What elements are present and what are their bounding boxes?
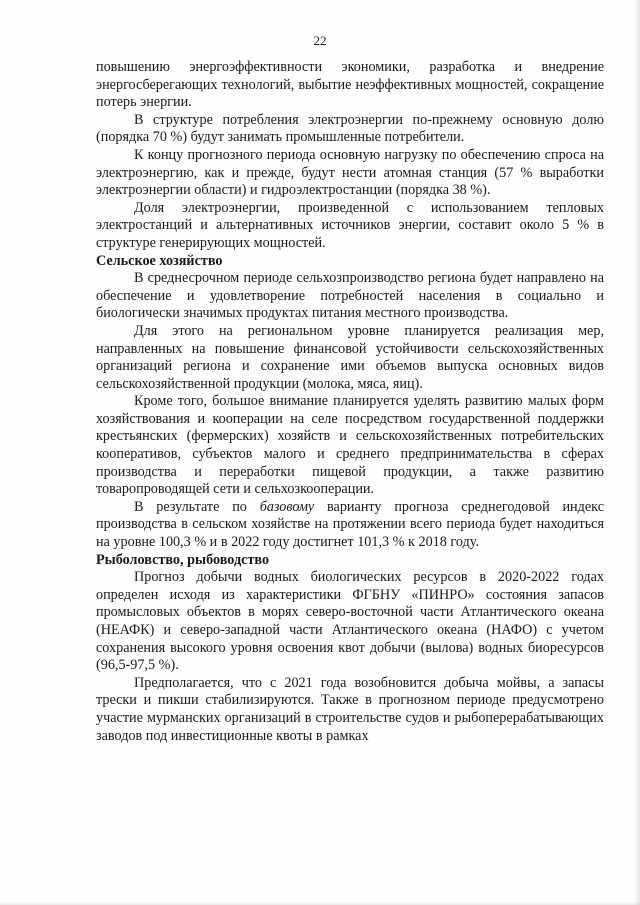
paragraph-catch-forecast: Прогноз добычи водных биологических ресурсов в 2020-2022 годах определен исходя из характеристики ФГБНУ «ПИНРО» состояния запасов промысловых объектов в морях северо-восточной части Атлантического океана (НЕАФК) и северо-западной части Атлантического океана (НАФО) с учетом сохранения высокого уровня освоения квот добычи (вылова) водных биоресурсов (96,5-97,5 %). <box>96 569 604 674</box>
scan-edge-shadow <box>634 0 640 905</box>
page-number: 22 <box>313 33 327 48</box>
production-index-text-start: В результате по <box>134 498 260 515</box>
paragraph-agriculture-measures: Для этого на региональном уровне планируется реализация мер, направленных на повышение финансовой устойчивости сельскохозяйственных организаций региона и сохранение ими объемов выпуска основных видов сельскохозяйственной продукции (молока, мяса, яиц). <box>96 322 604 392</box>
section-heading-agriculture: Сельское хозяйство <box>96 252 223 269</box>
base-variant-emphasis: базовому <box>259 498 315 515</box>
paragraph-small-farms: Кроме того, большое внимание планируется уделять развитию малых форм хозяйствования и кооперации на селе посредством государственной поддержки крестьянских (фермерских) хозяйств и сельскохозяйственных потребительских кооперативов, субъектов малого и среднего предпринимательства в сферах производства и переработки пищевой продукции, а также развитию товаропроводящей сети и сельхозкооперации. <box>96 393 604 498</box>
production-index-text-end: варианту прогноза среднегодовой индекс производства в сельском хозяйстве на протяжении всего периода будет находиться на уровне 100,3 % и в 2022 году достигнет 101,3 % к 2018 году. <box>96 498 604 551</box>
paragraph-main-load: К концу прогнозного периода основную нагрузку по обеспечению спроса на электроэнергию, как и прежде, будут нести атомная станция (57 % выработки электроэнергии области) и гидроэлектростанции (порядка 38 %). <box>96 146 604 199</box>
paragraph-production-index <box>96 499 604 552</box>
paragraph-thermal-share: Доля электроэнергии, произведенной с использованием тепловых электростанций и альтернативных источников энергии, составит около 5 % в структуре генерирующих мощностей. <box>96 199 604 251</box>
paragraph-energy-efficiency: повышению энергоэффективности экономики, разработка и внедрение энергосберегающих технологий, выбытие неэффективных мощностей, сокращение потерь энергии. <box>96 59 604 111</box>
scan-bottom-shadow <box>0 901 640 905</box>
paragraph-industrial-consumers: В структуре потребления электроэнергии по-прежнему основную долю (порядка 70 %) будут занимать промышленные потребители. <box>96 111 604 146</box>
paragraph-agriculture-goal: В среднесрочном периоде сельхозпроизводство региона будет направлено на обеспечение и удовлетворение потребностей населения в социально и биологически значимых продуктах питания местного производства. <box>96 270 604 322</box>
section-heading-fishery: Рыболовство, рыбоводство <box>96 551 270 568</box>
document-body <box>96 59 604 745</box>
paragraph-capelin-cod: Предполагается, что с 2021 года возобновится добыча мойвы, а запасы трески и пикши стабилизируются. Также в прогнозном периоде предусмотрено участие мурманских организаций в строительстве судов и рыбоперерабатывающих заводов под инвестиционные квоты в рамках <box>96 674 604 744</box>
